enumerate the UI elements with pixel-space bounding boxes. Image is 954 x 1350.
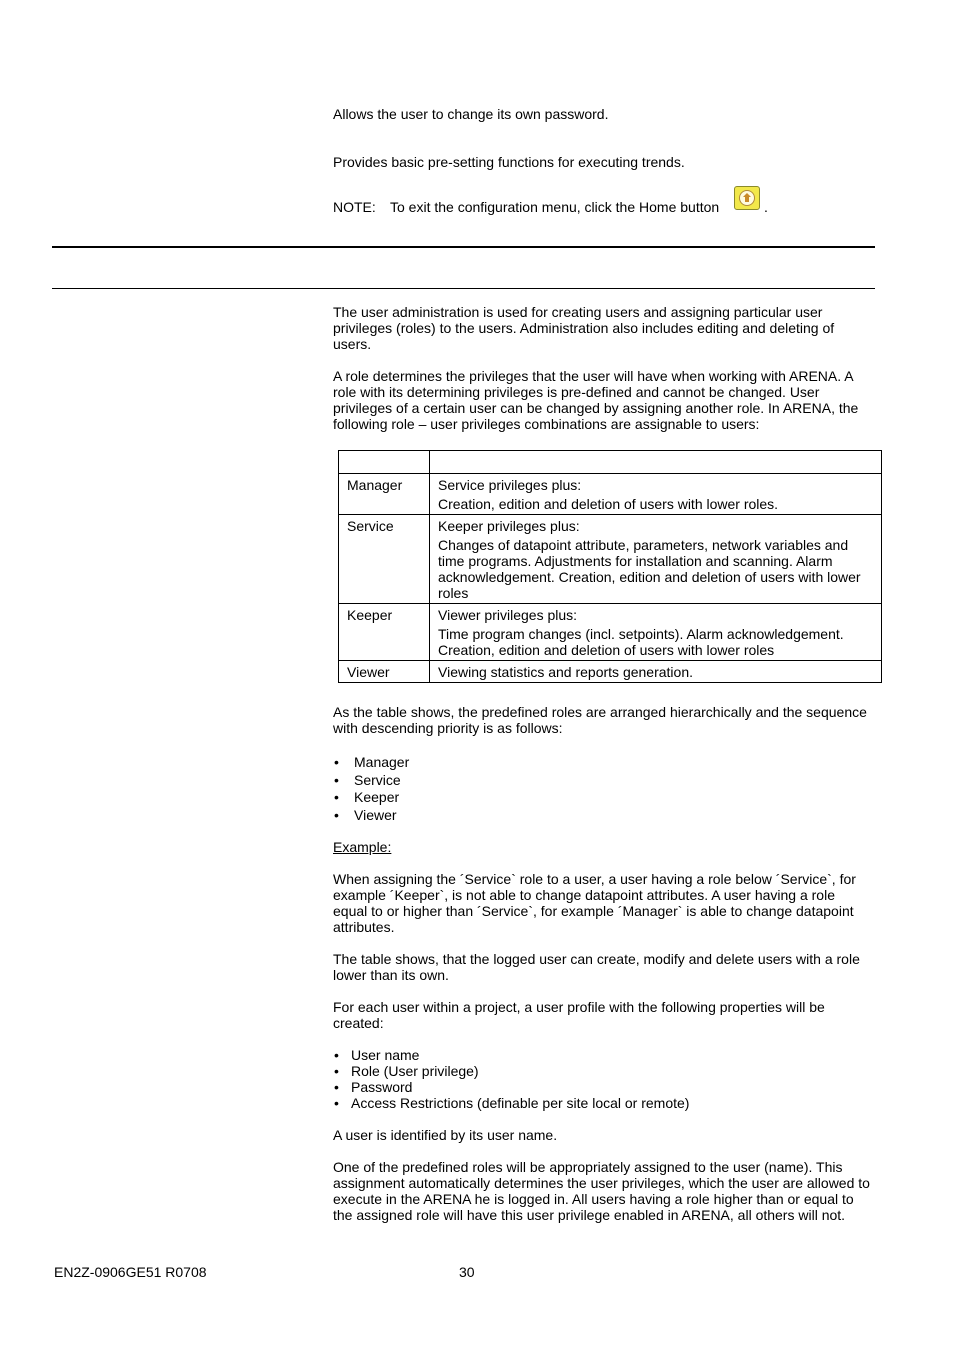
list-item: • Viewer — [333, 807, 409, 825]
roles-table — [338, 450, 882, 683]
trends-description: Provides basic pre-setting functions for executing trends. — [333, 154, 685, 170]
example-paragraph-1: When assigning the ´Service` role to a user, a user having a role below ´Service`, for example ´Keeper`, is not able to change datapoint attributes. A user having a role equal to or higher than ´Service`, for example ´Manager` is able to change datapoint attributes. — [333, 871, 856, 935]
example-paragraph-2: The table shows, that the logged user can create, modify and delete users with a role lower than its own. — [333, 951, 860, 983]
role-priority-list — [333, 754, 409, 825]
example-paragraph-3: For each user within a project, a user profile with the following properties will be created: — [333, 999, 825, 1031]
privilege-line: Viewer privileges plus: — [438, 607, 578, 623]
intro-paragraph-2: A role determines the privileges that the user will have when working with ARENA. A role with its determining privileges is pre-defined and cannot be changed. User privileges of a certain user can be changed by assigning another role. In ARENA, the following role – user privileges combinations are assignable to users: — [333, 368, 859, 432]
role-name: Viewer — [339, 661, 430, 683]
footer-page-number: 30 — [459, 1264, 475, 1280]
home-icon — [734, 186, 760, 210]
section-rule-top — [52, 246, 875, 248]
example-paragraph-5: One of the predefined roles will be appropriately assigned to the user (name). This assignment automatically determines the user privileges, which the user are allowed to execute in the ARENA he is logged in. All users having a role higher than or equal to the assigned role will have this user privilege enabled in ARENA, all others will not. — [333, 1159, 870, 1223]
note — [333, 186, 873, 215]
table-row — [339, 515, 882, 604]
list-item: • Access Restrictions (definable per site local or remote) — [333, 1095, 689, 1111]
table-header-row — [339, 451, 882, 474]
table-row — [339, 661, 882, 683]
list-item: • Service — [333, 772, 409, 790]
list-item: • Role (User privilege) — [333, 1063, 689, 1079]
list-item: • Password — [333, 1079, 689, 1095]
table-header-cell — [430, 451, 882, 474]
privilege-line: Time program changes (incl. setpoints). Alarm acknowledgement. Creation, edition and deletion of users with lower roles — [438, 626, 844, 658]
privilege-line: Changes of datapoint attribute, parameters, network variables and time programs. Adjustments for installation and scanning. Alarm acknowledgement. Creation, edition and deletion of users with lower roles — [438, 537, 861, 601]
table-header-cell — [339, 451, 430, 474]
role-privileges — [430, 604, 882, 661]
footer-doc-id: EN2Z-0906GE51 R0708 — [54, 1264, 207, 1280]
role-name: Keeper — [339, 604, 430, 661]
role-name: Manager — [339, 474, 430, 515]
privilege-line: Service privileges plus: — [438, 477, 582, 493]
note-end: . — [764, 199, 768, 215]
password-description: Allows the user to change its own password. — [333, 106, 609, 122]
user-properties-list — [333, 1047, 689, 1111]
role-privileges — [430, 661, 882, 683]
list-item: • Keeper — [333, 789, 409, 807]
role-name: Service — [339, 515, 430, 604]
list-item: • User name — [333, 1047, 689, 1063]
example-heading: Example: — [333, 839, 392, 855]
privilege-line: Keeper privileges plus: — [438, 518, 580, 534]
table-row — [339, 604, 882, 661]
privilege-line: Creation, edition and deletion of users with lower roles. — [438, 496, 779, 512]
privilege-line: Viewing statistics and reports generation. — [438, 664, 693, 680]
note-text: To exit the configuration menu, click the Home button — [390, 199, 720, 215]
intro-paragraph-1: The user administration is used for creating users and assigning particular user privileges (roles) to the users. Administration also includes editing and deleting of users. — [333, 304, 835, 352]
role-privileges — [430, 474, 882, 515]
section-rule-bottom — [52, 288, 875, 289]
table-row — [339, 474, 882, 515]
hierarchy-text: As the table shows, the predefined roles are arranged hierarchically and the sequence with descending priority is as follows: — [333, 704, 867, 736]
list-item: • Manager — [333, 754, 409, 772]
note-label: NOTE: — [333, 199, 376, 215]
role-privileges — [430, 515, 882, 604]
example-paragraph-4: A user is identified by its user name. — [333, 1127, 558, 1143]
